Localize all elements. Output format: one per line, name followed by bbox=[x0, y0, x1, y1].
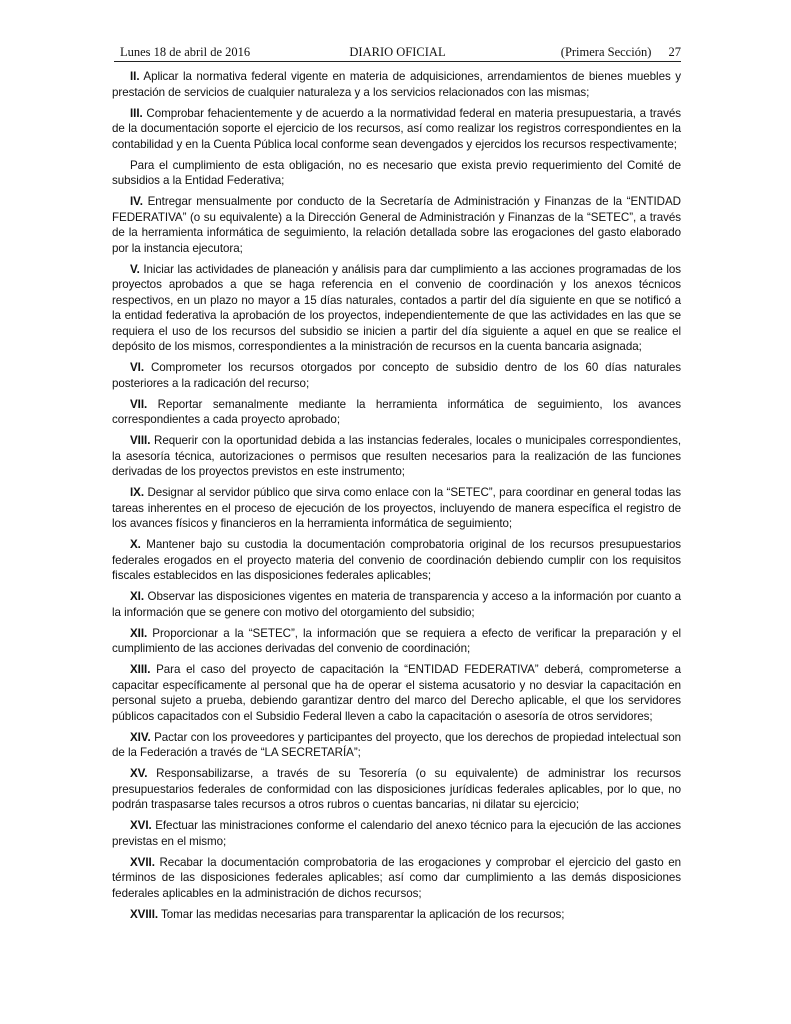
paragraph-number: VIII. bbox=[130, 434, 151, 447]
paragraph-text: Recabar la documentación comprobatoria de las erogaciones y comprobar el ejercicio del gasto en términos de las disposiciones federales aplicables; así como dar cumplimiento a las demás disposiciones federales aplicables en la administración de dichos recursos; bbox=[112, 855, 681, 900]
obligation-paragraph bbox=[112, 262, 681, 355]
paragraph-number: VI. bbox=[130, 361, 145, 374]
paragraph-number: II. bbox=[130, 70, 140, 83]
paragraph-number: XVI. bbox=[130, 819, 152, 832]
header-page-number: 27 bbox=[668, 45, 681, 59]
obligation-paragraph bbox=[112, 662, 681, 724]
obligation-paragraph bbox=[112, 766, 681, 813]
paragraph-number: XVIII. bbox=[130, 907, 159, 921]
obligation-paragraph bbox=[112, 855, 681, 902]
paragraph-text: Designar al servidor público que sirva como enlace con la “SETEC”, para coordinar en general todas las tareas inherentes en el proceso de ejecución de los proyectos, incluyendo de manera específica el registro de los avances físicos y financieros en la herramienta informática de seguimiento; bbox=[112, 486, 681, 530]
paragraph-text: Comprobar fehacientemente y de acuerdo a la normatividad federal en materia presupuestaria, a través de la documentación soporte el ejercicio de los recursos, así como realizar los registros correspondientes en la contabilidad y en la Cuenta Pública local conforme sean devengados y ejercidos los recursos respectivamente; bbox=[112, 106, 681, 151]
paragraph-text: Reportar semanalmente mediante la herramienta informática de seguimiento, los avances correspondientes a cada proyecto aprobado; bbox=[112, 397, 681, 426]
paragraph-text: Mantener bajo su custodia la documentación comprobatoria original de los recursos presupuestarios federales erogados en el proyecto materia del convenio de coordinación debiendo cumplir con los requisitos fiscales establecidos en las disposiciones federales aplicables; bbox=[112, 538, 681, 582]
obligation-paragraph bbox=[112, 537, 681, 584]
paragraph-number: XIII. bbox=[130, 663, 151, 676]
paragraph-number: V. bbox=[130, 262, 140, 276]
paragraph-text: Iniciar las actividades de planeación y análisis para dar cumplimiento a las acciones programadas de los proyectos aprobados a que se haga referencia en el convenio de coordinación y los anexos técnicos respectivos, en un plazo no mayor a 15 días naturales, contados a partir del día siguiente en que se notificó a la entidad federativa la aprobación de los proyectos, independientemente de que las actividades en las que se requiera el uso de los recursos del subsidio se inicien a partir del día siguiente a aquel en que se realice el depósito de los mismos, correspondientes a la ministración de recursos en la cuenta bancaria asignada; bbox=[112, 262, 681, 353]
obligation-paragraph bbox=[112, 194, 681, 256]
obligation-paragraph bbox=[112, 397, 681, 428]
obligation-paragraph bbox=[112, 730, 681, 761]
paragraph-text: Aplicar la normativa federal vigente en materia de adquisiciones, arrendamientos de bienes muebles y prestación de servicios de cualquier naturaleza y a los servicios relacionados con las mismas; bbox=[112, 70, 681, 99]
obligation-paragraph bbox=[112, 158, 681, 189]
paragraph-text: Observar las disposiciones vigentes en materia de transparencia y acceso a la información por cuanto a la información que se genere con motivo del otorgamiento del subsidio; bbox=[112, 590, 681, 619]
paragraph-text: Tomar las medidas necesarias para transparentar la aplicación de los recursos; bbox=[158, 907, 565, 921]
obligation-paragraph bbox=[112, 589, 681, 620]
obligation-paragraph bbox=[112, 626, 681, 657]
obligation-paragraph bbox=[112, 433, 681, 480]
paragraph-number: III. bbox=[130, 106, 143, 120]
paragraph-number: XIV. bbox=[130, 730, 151, 744]
paragraph-number: XII. bbox=[130, 626, 148, 640]
paragraph-text: Proporcionar a la “SETEC”, la información que se requiera a efecto de verificar la preparación y el cumplimiento de las acciones derivadas del convenio de coordinación; bbox=[112, 626, 681, 655]
paragraph-number: IV. bbox=[130, 195, 143, 208]
header-section: (Primera Sección) bbox=[560, 45, 652, 59]
paragraph-number: XVII. bbox=[130, 855, 155, 869]
document-body bbox=[112, 69, 681, 928]
header-date: Lunes 18 de abril de 2016 bbox=[120, 45, 251, 59]
obligation-paragraph bbox=[112, 360, 681, 391]
paragraph-text: Para el caso del proyecto de capacitación la “ENTIDAD FEDERATIVA” deberá, comprometerse a capacitar específicamente al personal que ha de operar el sistema acusatorio y no desviar la capacitación en personal sujeto a prueba, debiendo garantizar dentro del marco del Derecho aplicable, el que los servidores públicos capacitados con el Subsidio Federal lleven a cabo la capacitación o asesoría de otros servidores; bbox=[112, 663, 681, 723]
paragraph-text: Efectuar las ministraciones conforme el calendario del anexo técnico para la ejecución de las acciones previstas en el mismo; bbox=[112, 819, 681, 848]
paragraph-text: Entregar mensualmente por conducto de la Secretaría de Administración y Finanzas de la “ENTIDAD FEDERATIVA” (o su equivalente) a la Dirección General de Administración y Finanzas de la “SETEC”, a través de la herramienta informática de seguimiento, la relación detallada sobre las erogaciones del gasto elaborado por la instancia ejecutora; bbox=[112, 195, 681, 255]
paragraph-number: VII. bbox=[130, 397, 148, 411]
paragraph-text: Pactar con los proveedores y participantes del proyecto, que los derechos de propiedad intelectual son de la Federación a través de “LA SECRETARÍA”; bbox=[112, 730, 681, 759]
obligation-paragraph bbox=[112, 818, 681, 849]
paragraph-number: XV. bbox=[130, 767, 148, 780]
obligation-paragraph bbox=[112, 485, 681, 532]
paragraph-text: Requerir con la oportunidad debida a las instancias federales, locales o municipales correspondientes, la asesoría técnica, autorizaciones o permisos que resulten necesarios para la realización de las funciones derivadas de los proyectos previstos en este instrumento; bbox=[112, 434, 681, 478]
paragraph-number: X. bbox=[130, 538, 141, 551]
paragraph-text: Comprometer los recursos otorgados por concepto de subsidio dentro de los 60 días naturales posteriores a la radicación del recurso; bbox=[112, 361, 681, 390]
header-section-page bbox=[561, 44, 681, 60]
obligation-paragraph bbox=[112, 106, 681, 153]
obligation-paragraph bbox=[112, 907, 681, 923]
paragraph-number: IX. bbox=[130, 486, 145, 499]
header-publication: DIARIO OFICIAL bbox=[349, 45, 446, 59]
page-header bbox=[114, 44, 681, 62]
header-rule bbox=[114, 61, 681, 62]
paragraph-number: XI. bbox=[130, 590, 145, 603]
obligation-paragraph bbox=[112, 69, 681, 100]
paragraph-text: Para el cumplimiento de esta obligación, no es necesario que exista previo requerimiento del Comité de subsidios a la Entidad Federativa; bbox=[112, 158, 681, 187]
paragraph-text: Responsabilizarse, a través de su Tesorería (o su equivalente) de administrar los recursos presupuestarios federales de conformidad con las disposiciones jurídicas federales aplicables, por lo que, no podrán traspasarse tales recursos a otros rubros o cuentas bancarias, ni dilatar su ejercicio; bbox=[112, 767, 681, 811]
